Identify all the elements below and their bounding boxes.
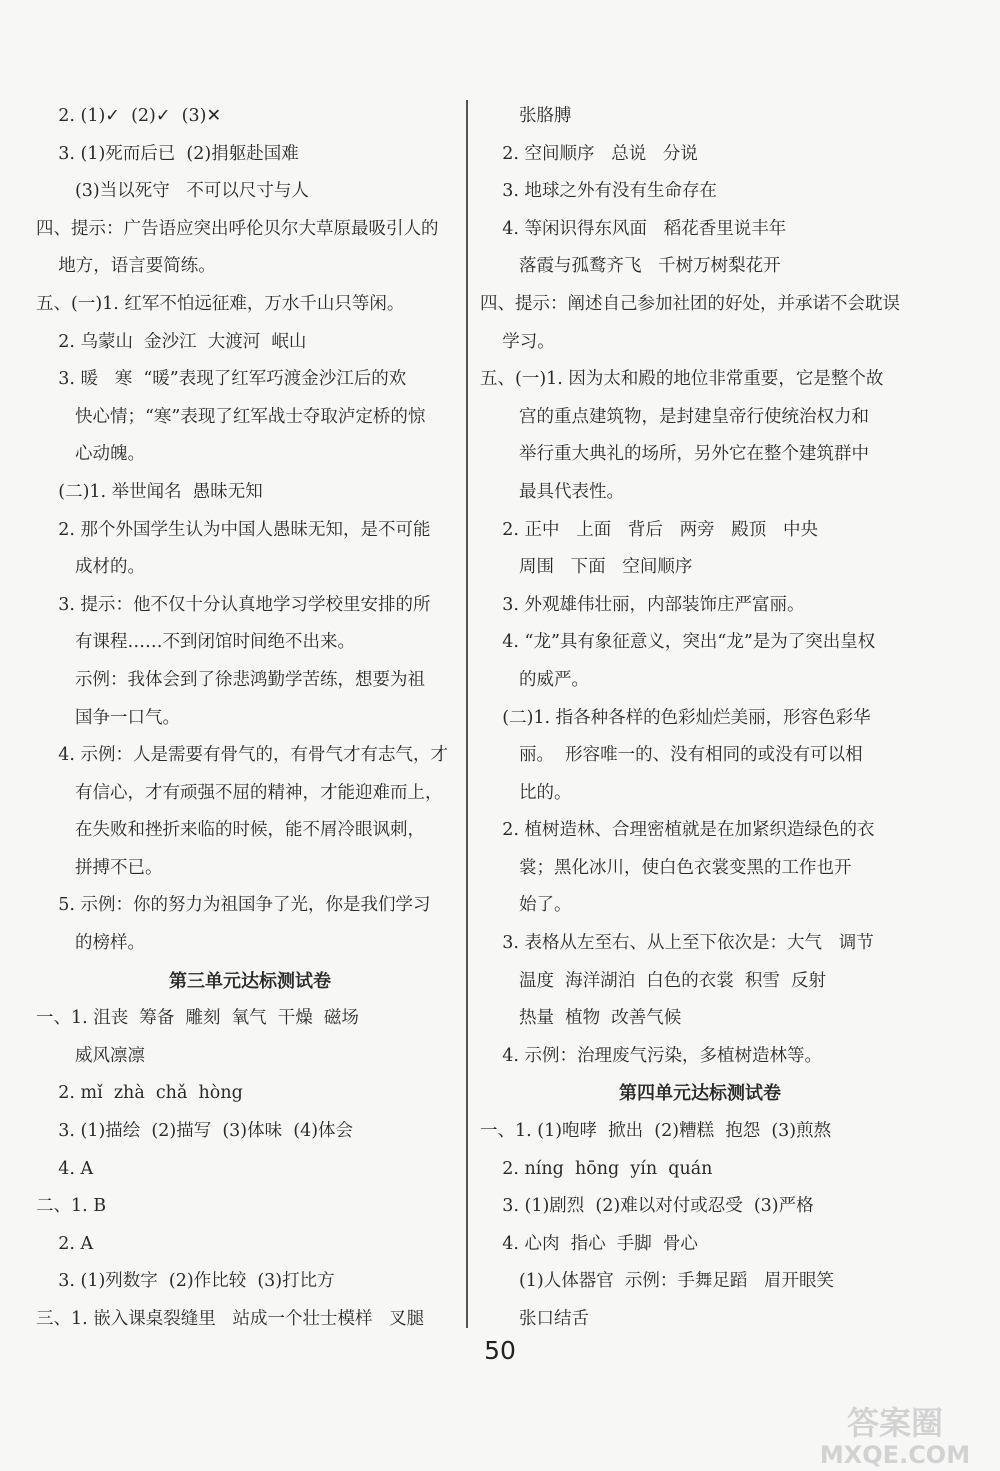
answer-line: 四、提示：广告语应突出呼伦贝尔大草原最吸引人的 <box>36 218 439 239</box>
answer-line: 威风凛凛 <box>36 1045 145 1066</box>
answer-line: 比的。 <box>480 782 572 803</box>
answer-line: 成材的。 <box>36 557 145 578</box>
answer-line: (1)人体器官 示例：手舞足蹈 眉开眼笑 <box>480 1271 835 1292</box>
section-heading: 第四单元达标测试卷 <box>619 1083 781 1105</box>
answer-line: 有信心，才有顽强不屈的精神，才能迎难而上， <box>36 782 443 803</box>
answer-line: 始了。 <box>480 895 572 916</box>
answer-line: 3. 提示：他不仅十分认真地学习学校里安排的所 <box>36 594 431 615</box>
answer-line: 举行重大典礼的场所，另外它在整个建筑群中 <box>480 444 869 465</box>
answer-line: 3. 表格从左至右、从上至下依次是：大气 调节 <box>480 933 874 954</box>
answer-line: 落霞与孤鹜齐飞 千树万树梨花开 <box>480 256 781 277</box>
answer-line: 3. (1)描绘 (2)描写 (3)体味 (4)体会 <box>36 1121 354 1142</box>
answer-line: 2. A <box>36 1233 94 1254</box>
section-heading: 第三单元达标测试卷 <box>169 970 331 992</box>
answer-line: 3. (1)列数字 (2)作比较 (3)打比方 <box>36 1271 335 1292</box>
answer-line: 快心情；“寒”表现了红军战士夺取泸定桥的惊 <box>36 406 426 427</box>
answer-line: (二)1. 指各种各样的色彩灿烂美丽，形容色彩华 <box>480 707 871 728</box>
answer-line: 学习。 <box>480 331 555 352</box>
answer-line: 心动魄。 <box>36 444 145 465</box>
answer-line: 三、1. 嵌入课桌裂缝里 站成一个壮士模样 叉腿 <box>36 1309 425 1329</box>
answer-line: 五、(一)1. 红军不怕远征难，万水千山只等闲。 <box>36 293 405 314</box>
answer-line: 最具代表性。 <box>480 481 624 502</box>
answer-line: 3. 外观雄伟壮丽，内部装饰庄严富丽。 <box>480 594 805 615</box>
answer-line: 示例：我体会到了徐悲鸿勤学苦练，想要为祖 <box>36 669 425 690</box>
answer-line: 热量 植物 改善气候 <box>480 1008 682 1029</box>
left-column <box>36 98 464 1339</box>
watermark-logo-graphic <box>800 1400 990 1470</box>
watermark-line1: 答案圈 <box>846 1404 944 1442</box>
answer-line: 3. (1)死而后已 (2)捐躯赴国难 <box>36 143 299 164</box>
answer-line: 二、1. B <box>36 1196 107 1217</box>
answer-line: 2. (1)✓ (2)✓ (3)✕ <box>36 106 222 126</box>
answer-line: 丽。 形容唯一的、没有相同的或没有可以相 <box>480 745 863 766</box>
watermark-logo <box>800 1400 990 1470</box>
answer-line: 拼搏不已。 <box>36 857 163 878</box>
answer-line: 的榜样。 <box>36 933 145 954</box>
answer-line: 五、(一)1. 因为太和殿的地位非常重要，它是整个故 <box>480 369 884 390</box>
answer-line: 4. “龙”具有象征意义，突出“龙”是为了突出皇权 <box>480 632 876 653</box>
right-column <box>480 98 920 1339</box>
answer-line: 2. mǐ zhà chǎ hòng <box>36 1083 243 1104</box>
watermark-line2: MXQE.COM <box>819 1441 971 1469</box>
answer-line: 4. 心肉 指心 手脚 骨心 <box>480 1233 698 1254</box>
answer-line: 2. 空间顺序 总说 分说 <box>480 143 698 164</box>
answer-line: 2. 植树造林、合理密植就是在加紧织造绿色的衣 <box>480 820 875 841</box>
answer-line: 地方，语言要简练。 <box>36 256 216 277</box>
answer-line: (二)1. 举世闻名 愚昧无知 <box>36 481 263 502</box>
answer-line: 5. 示例：你的努力为祖国争了光，你是我们学习 <box>36 895 431 916</box>
answer-line: 温度 海洋湖泊 白色的衣裳 积雪 反射 <box>480 970 826 991</box>
column-divider <box>466 100 468 1328</box>
answer-line: 在失败和挫折来临的时候，能不屑冷眼讽刺， <box>36 820 425 841</box>
answer-line: 4. 等闲识得东风面 稻花香里说丰年 <box>480 218 787 239</box>
answer-line: 4. A <box>36 1158 94 1179</box>
answer-line: 4. 示例：治理废气污染，多植树造林等。 <box>480 1045 823 1066</box>
answer-line: 周围 下面 空间顺序 <box>480 557 693 578</box>
answer-line: 2. 正中 上面 背后 两旁 殿顶 中央 <box>480 519 818 540</box>
answer-line: 2. níng hōng yín quán <box>480 1158 713 1179</box>
answer-line: 3. 暖 寒 “暖”表现了红军巧渡金沙江后的欢 <box>36 369 407 390</box>
answer-line: 3. (1)剧烈 (2)难以对付或忍受 (3)严格 <box>480 1196 814 1217</box>
answer-line: 3. 地球之外有没有生命存在 <box>480 181 718 202</box>
answer-line: 2. 乌蒙山 金沙江 大渡河 岷山 <box>36 331 307 352</box>
answer-line: (3)当以死守 不可以尺寸与人 <box>36 181 309 202</box>
answer-line: 2. 那个外国学生认为中国人愚昧无知，是不可能 <box>36 519 431 540</box>
answer-line: 国争一口气。 <box>36 707 180 728</box>
answer-line: 裳；黑化冰川，使白色衣裳变黑的工作也开 <box>480 857 852 878</box>
answer-line: 的威严。 <box>480 669 589 690</box>
answer-line: 四、提示：阐述自己参加社团的好处，并承诺不会耽误 <box>480 293 900 314</box>
answer-line: 一、1. (1)咆哮 掀出 (2)糟糕 抱怨 (3)煎熬 <box>480 1121 832 1142</box>
answer-line: 张胳膊 <box>480 106 572 126</box>
answer-line: 一、1. 沮丧 筹备 雕刻 氧气 干燥 磁场 <box>36 1008 359 1029</box>
answer-line: 4. 示例：人是需要有骨气的，有骨气才有志气，才 <box>36 745 449 766</box>
answer-line: 有课程……不到闭馆时间绝不出来。 <box>36 632 355 653</box>
page-number: 50 <box>484 1336 516 1365</box>
answer-line: 宫的重点建筑物，是封建皇帝行使统治权力和 <box>480 406 869 427</box>
answer-line: 张口结舌 <box>480 1309 589 1329</box>
